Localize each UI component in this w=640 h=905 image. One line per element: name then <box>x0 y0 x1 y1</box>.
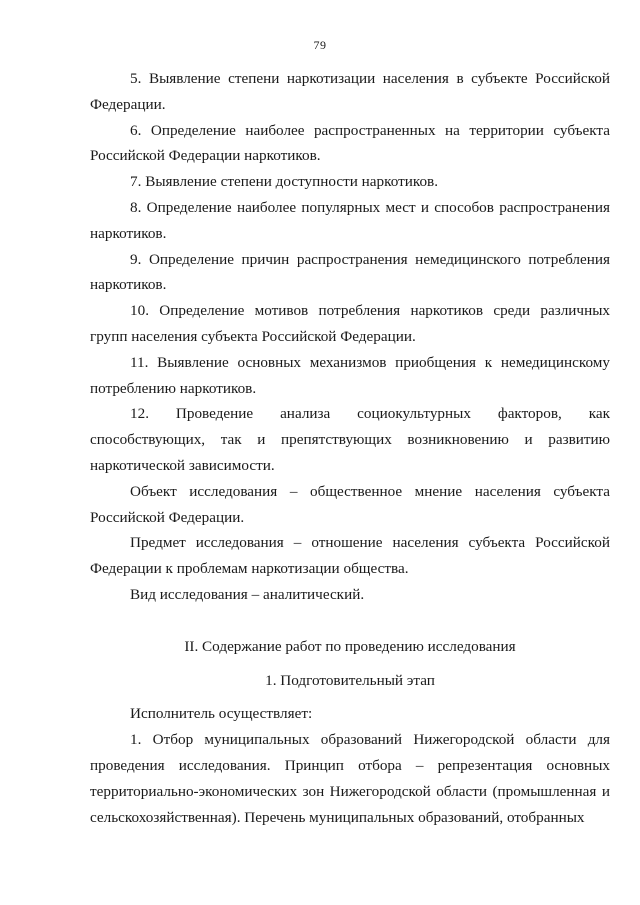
subsection-heading: 1. Подготовительный этап <box>265 671 435 689</box>
paragraph-item-6: 6. Определение наиболее распространенных на территории субъекта Российской Федерации наркотиков. <box>90 121 610 165</box>
paragraph-executor-item-1: 1. Отбор муниципальных образований Нижегородской области для проведения исследования. Принцип отбора – репрезентация основных территориально-экономических зон Нижегородской области (промышленная и сельскохозяйственная). Перечень муниципальных образований, отобранных <box>90 731 610 826</box>
paragraph-research-subject: Предмет исследования – отношение населения субъекта Российской Федерации к проблемам наркотизации общества. <box>90 534 610 578</box>
paragraph-research-type: Вид исследования – аналитический. <box>130 585 365 603</box>
paragraph-item-9: 9. Определение причин распространения немедицинского потребления наркотиков. <box>90 250 610 294</box>
paragraph-item-11: 11. Выявление основных механизмов приобщения к немедицинскому потреблению наркотиков. <box>90 353 610 397</box>
page-number: 79 <box>313 38 327 52</box>
paragraph-item-10: 10. Определение мотивов потребления наркотиков среди различных групп населения субъекта Российской Федерации. <box>90 302 610 345</box>
section-heading: II. Содержание работ по проведению исследования <box>184 637 516 655</box>
paragraph-executor-intro: Исполнитель осуществляет: <box>130 705 313 723</box>
paragraph-item-5: 5. Выявление степени наркотизации населения в субъекте Российской Федерации. <box>90 70 610 113</box>
paragraph-item-7: 7. Выявление степени доступности наркотиков. <box>130 173 439 191</box>
paragraph-item-12: 12. Проведение анализа социокультурных факторов, как способствующих, так и препятствующих возникновению и развитию наркотической зависимости. <box>90 405 610 474</box>
paragraph-item-8: 8. Определение наиболее популярных мест и способов распространения наркотиков. <box>90 198 610 242</box>
document-body <box>90 66 610 830</box>
paragraph-research-object: Объект исследования – общественное мнение населения субъекта Российской Федерации. <box>90 482 610 526</box>
